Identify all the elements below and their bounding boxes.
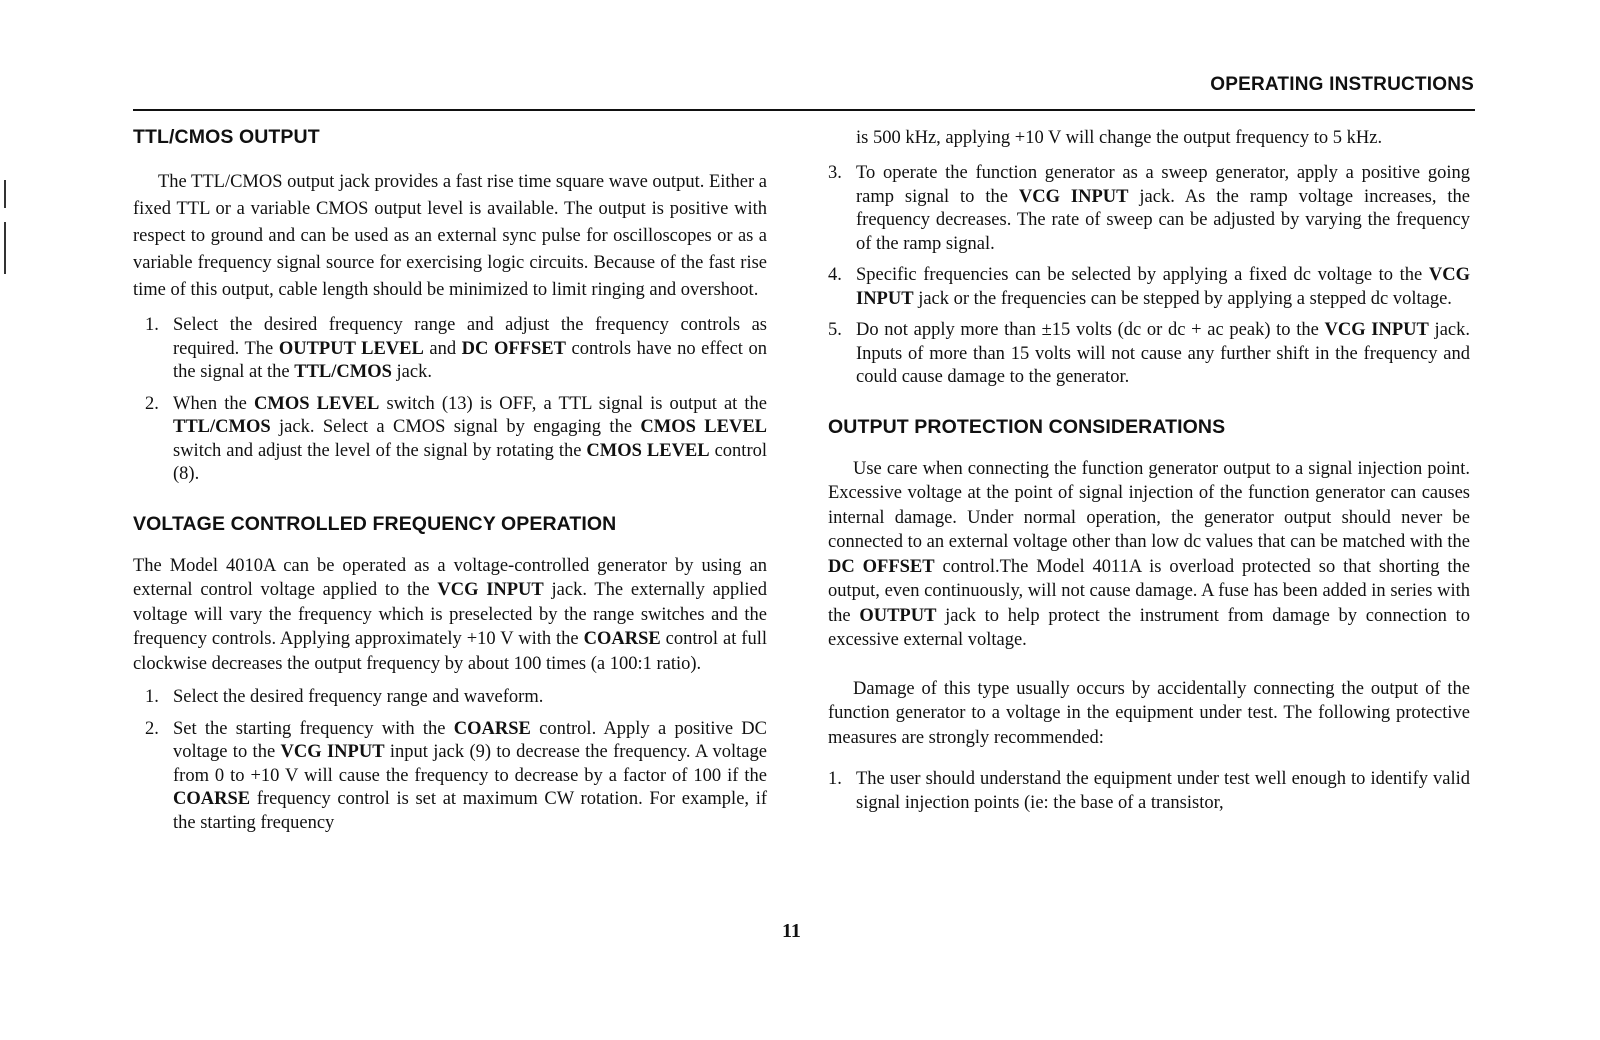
- list-item: 1. Select the desired frequency range and waveform.: [145, 687, 544, 707]
- protection-paragraph-2: Damage of this type usually occurs by accidentally connecting the output of the function generator to a voltage in the equipment under test. The following protective measures are strongly recommended:: [828, 678, 1470, 748]
- section-heading-output-protection: OUTPUT PROTECTION CONSIDERATIONS: [828, 415, 1226, 438]
- vcg-steps-list: [133, 686, 767, 835]
- list-item: 3. To operate the function generator as a sweep generator, apply a positive going ramp signal to the VCG INPUT jack. As the ramp voltage increases, the frequency decreases. The rate of sweep can be adjusted by varying the frequency of the ramp signal.: [828, 163, 1470, 254]
- left-column: [133, 126, 767, 843]
- ttl-steps-list: [133, 314, 767, 487]
- vcg-paragraph: The Model 4010A can be operated as a voltage-controlled generator by using an external control voltage applied to the VCG INPUT jack. The externally applied voltage will vary the frequency which is preselected by the range switches and the frequency controls. Applying approximately +10 V with the COARSE control at full clockwise decreases the output frequency by about 100 times (a 100:1 ratio).: [133, 555, 768, 674]
- list-item: 2. Set the starting frequency with the COARSE control. Apply a positive DC voltage to the VCG INPUT input jack (9) to decrease the frequency. A voltage from 0 to +10 V will cause the frequency to decrease by a factor of 100 if the COARSE frequency control is set at maximum CW rotation. For example, if the starting frequency: [145, 718, 767, 833]
- list-item: 4. Specific frequencies can be selected by applying a fixed dc voltage to the VCG INPUT jack or the frequencies can be stepped by applying a stepped dc voltage.: [828, 265, 1470, 309]
- list-item: 1. Select the desired frequency range and adjust the frequency controls as required. The OUTPUT LEVEL and DC OFFSET controls have no effect on the signal at the TTL/CMOS jack.: [145, 315, 767, 382]
- list-item: 5. Do not apply more than ±15 volts (dc or dc + ac peak) to the VCG INPUT jack. Inputs of more than 15 volts will not cause any further shift in the frequency and could cause damage to the generator.: [828, 320, 1470, 387]
- section-heading-vcg: VOLTAGE CONTROLLED FREQUENCY OPERATION: [133, 512, 617, 535]
- binding-mark: [4, 222, 6, 274]
- header-rule: [133, 109, 1475, 111]
- vcg-steps-continued: [828, 162, 1470, 390]
- running-head: OPERATING INSTRUCTIONS: [1210, 74, 1474, 95]
- list-item: 1. The user should understand the equipment under test well enough to identify valid signal injection points (ie: the base of a transistor,: [828, 769, 1470, 813]
- page-number: 11: [782, 920, 801, 942]
- section-heading-ttl-cmos: TTL/CMOS OUTPUT: [133, 126, 320, 148]
- protection-paragraph-1: Use care when connecting the function generator output to a signal injection point. Excessive voltage at the point of signal injection of the function generator can causes internal damage. Under normal operation, the generator output should never be connected to an external voltage other than low dc values that can be matched with the DC OFFSET control.The Model 4011A is overload protected so that shorting the output, even continuously, will not cause damage. A fuse has been added in series with the OUTPUT jack to help protect the instrument from damage by connection to excessive external voltage.: [828, 458, 1471, 650]
- binding-mark: [4, 180, 6, 208]
- ttl-paragraph: The TTL/CMOS output jack provides a fast rise time square wave output. Either a fixed TTL or a variable CMOS output level is available. The output is positive with respect to ground and can be used as an external sync pulse for oscilloscopes or as a variable frequency signal source for exercising logic circuits. Because of the fast rise time of this output, cable length should be minimized to limit ringing and overshoot.: [133, 172, 767, 300]
- right-column: [828, 126, 1470, 823]
- continued-text: is 500 kHz, applying +10 V will change the output frequency to 5 kHz.: [856, 128, 1383, 148]
- list-item: 2. When the CMOS LEVEL switch (13) is OFF, a TTL signal is output at the TTL/CMOS jack. Select a CMOS signal by engaging the CMOS LEVEL switch and adjust the level of the signal by rotating the CMOS LEVEL control (8).: [145, 393, 768, 484]
- protection-steps-list: [828, 768, 1470, 815]
